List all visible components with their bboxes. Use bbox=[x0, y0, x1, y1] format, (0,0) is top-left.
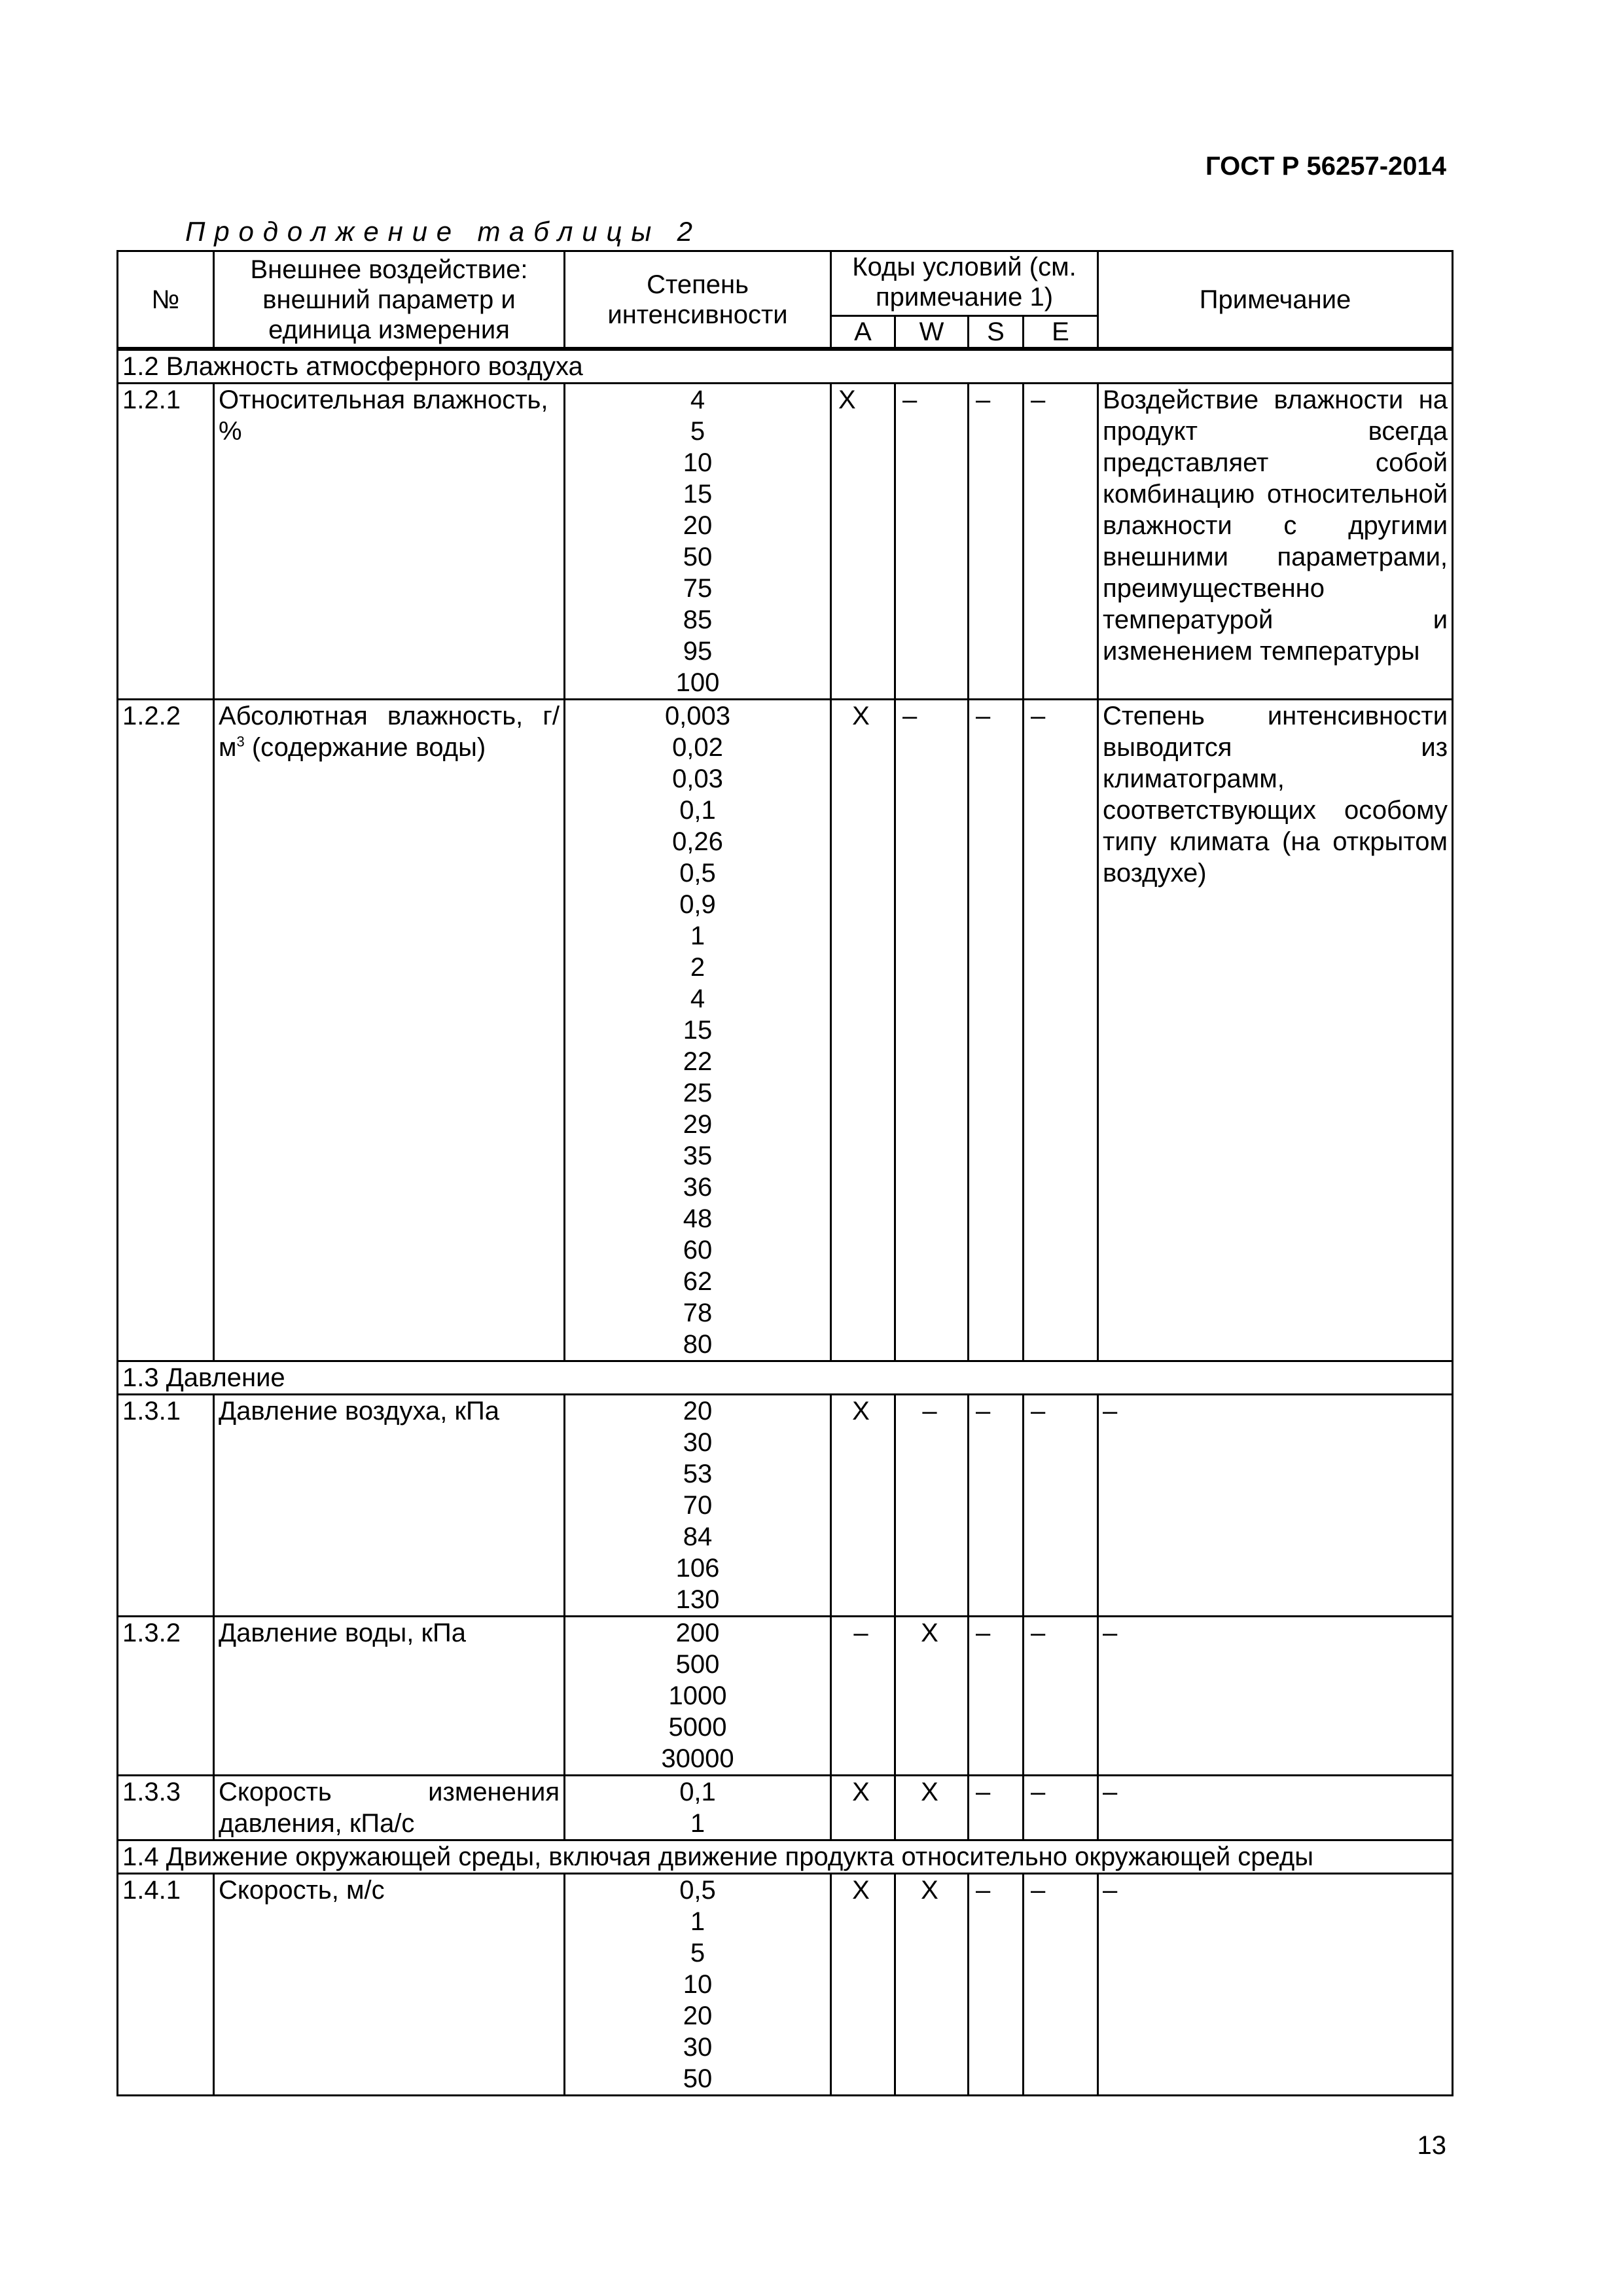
degree-value: 20 bbox=[683, 1397, 713, 1426]
degree-value: 0,003 bbox=[664, 702, 731, 730]
header-codes: Коды условий (см. примечание 1) bbox=[831, 251, 1098, 316]
row-parameter: Скорость, м/с bbox=[214, 1874, 565, 2096]
code-a-mark: X bbox=[831, 1395, 895, 1617]
table-row bbox=[118, 700, 1453, 1361]
row-number: 1.3.1 bbox=[118, 1395, 214, 1617]
degree-value: 0,1 bbox=[679, 1778, 716, 1806]
code-s-mark: – bbox=[969, 1617, 1024, 1776]
code-s-mark: – bbox=[969, 384, 1024, 700]
row-note: – bbox=[1098, 1395, 1453, 1617]
climate-conditions-table bbox=[116, 250, 1454, 2096]
row-parameter: Скорость изменения давления, кПа/с bbox=[214, 1776, 565, 1840]
parameter-tail: (содержание воды) bbox=[244, 733, 486, 762]
degree-value: 70 bbox=[683, 1491, 713, 1520]
degree-value: 2 bbox=[690, 953, 705, 982]
degree-value: 10 bbox=[683, 448, 713, 477]
code-w-mark: – bbox=[895, 700, 969, 1361]
degree-value: 10 bbox=[683, 1970, 713, 1999]
document-code: ГОСТ Р 56257-2014 bbox=[1205, 152, 1446, 181]
degree-value: 50 bbox=[683, 543, 713, 571]
degree-value: 0,03 bbox=[672, 764, 723, 793]
table-row bbox=[118, 1395, 1453, 1617]
header-factor: Внешнее воздействие: внешний параметр и единица измерения bbox=[214, 251, 565, 350]
section-title: 1.2 Влажность атмосферного воздуха bbox=[118, 349, 1453, 384]
degree-value: 5000 bbox=[668, 1713, 727, 1742]
code-s-mark: – bbox=[969, 1395, 1024, 1617]
row-degrees bbox=[565, 700, 831, 1361]
code-e-mark: – bbox=[1024, 1874, 1098, 2096]
page-number: 13 bbox=[1417, 2131, 1446, 2160]
row-parameter: Относительная влажность, % bbox=[214, 384, 565, 700]
degree-value: 106 bbox=[675, 1554, 720, 1583]
degree-value: 500 bbox=[675, 1650, 720, 1679]
code-e-mark: – bbox=[1024, 700, 1098, 1361]
degree-value: 75 bbox=[683, 574, 713, 603]
degree-value: 0,5 bbox=[679, 859, 716, 888]
row-number: 1.4.1 bbox=[118, 1874, 214, 2096]
table-row bbox=[118, 1776, 1453, 1840]
section-row bbox=[118, 349, 1453, 384]
degree-value: 20 bbox=[683, 2001, 713, 2030]
code-a-mark: X bbox=[831, 700, 895, 1361]
code-e-mark: – bbox=[1024, 1776, 1098, 1840]
degree-value: 5 bbox=[690, 417, 705, 446]
row-degrees bbox=[565, 384, 831, 700]
degree-value: 53 bbox=[683, 1460, 713, 1488]
table-caption: Продолжение таблицы 2 bbox=[185, 216, 702, 247]
degree-value: 1 bbox=[690, 1809, 705, 1838]
code-w-mark: X bbox=[895, 1776, 969, 1840]
row-note: Воздействие влажности на продукт всегда представляет собой комбинацию относительной влажности с другими внешними параметрами, преимущественно температурой и изменением температуры bbox=[1098, 384, 1453, 700]
degree-value: 30 bbox=[683, 1428, 713, 1457]
degree-value: 20 bbox=[683, 511, 713, 540]
parameter-superscript: 3 bbox=[236, 733, 245, 750]
row-number: 1.2.2 bbox=[118, 700, 214, 1361]
degree-value: 95 bbox=[683, 637, 713, 666]
table-row bbox=[118, 384, 1453, 700]
degree-value: 15 bbox=[683, 1016, 713, 1045]
header-code-e: E bbox=[1024, 316, 1098, 350]
degree-value: 30000 bbox=[661, 1744, 734, 1773]
degree-value: 36 bbox=[683, 1173, 713, 1202]
degree-value: 80 bbox=[683, 1330, 713, 1359]
row-parameter: Давление воды, кПа bbox=[214, 1617, 565, 1776]
degree-value: 1 bbox=[690, 1907, 705, 1936]
row-parameter bbox=[214, 700, 565, 1361]
code-w-mark: X bbox=[895, 1617, 969, 1776]
row-note: Степень интенсивности выводится из климатограмм, соответствующих особому типу климата (на открытом воздухе) bbox=[1098, 700, 1453, 1361]
section-row bbox=[118, 1361, 1453, 1395]
code-e-mark: – bbox=[1024, 1617, 1098, 1776]
degree-value: 130 bbox=[675, 1585, 720, 1614]
degree-value: 0,1 bbox=[679, 796, 716, 825]
degree-value: 0,5 bbox=[679, 1876, 716, 1905]
table-row bbox=[118, 1874, 1453, 2096]
row-number: 1.3.3 bbox=[118, 1776, 214, 1840]
degree-value: 35 bbox=[683, 1141, 713, 1170]
degree-value: 0,9 bbox=[679, 890, 716, 919]
degree-value: 50 bbox=[683, 2064, 713, 2093]
degree-value: 200 bbox=[675, 1619, 720, 1647]
header-degree: Степень интенсивности bbox=[565, 251, 831, 350]
code-s-mark: – bbox=[969, 700, 1024, 1361]
degree-value: 4 bbox=[690, 984, 705, 1013]
header-number: № bbox=[118, 251, 214, 350]
row-note: – bbox=[1098, 1617, 1453, 1776]
code-s-mark: – bbox=[969, 1874, 1024, 2096]
section-title: 1.4 Движение окружающей среды, включая движение продукта относительно окружающей среды bbox=[118, 1840, 1453, 1874]
degree-value: 48 bbox=[683, 1204, 713, 1233]
section-title: 1.3 Давление bbox=[118, 1361, 1453, 1395]
row-note: – bbox=[1098, 1776, 1453, 1840]
row-parameter: Давление воздуха, кПа bbox=[214, 1395, 565, 1617]
code-w-mark: – bbox=[895, 1395, 969, 1617]
code-a-mark: X bbox=[831, 1776, 895, 1840]
degree-value: 85 bbox=[683, 605, 713, 634]
degree-value: 1 bbox=[690, 922, 705, 950]
degree-value: 78 bbox=[683, 1299, 713, 1327]
degree-value: 0,02 bbox=[672, 733, 723, 762]
row-degrees bbox=[565, 1874, 831, 2096]
degree-value: 4 bbox=[690, 386, 705, 414]
code-s-mark: – bbox=[969, 1776, 1024, 1840]
degree-value: 62 bbox=[683, 1267, 713, 1296]
degree-value: 0,26 bbox=[672, 827, 723, 856]
degree-value: 1000 bbox=[668, 1681, 727, 1710]
degree-value: 30 bbox=[683, 2033, 713, 2062]
row-number: 1.3.2 bbox=[118, 1617, 214, 1776]
header-code-s: S bbox=[969, 316, 1024, 350]
row-degrees bbox=[565, 1617, 831, 1776]
row-degrees bbox=[565, 1395, 831, 1617]
parameter-main: Абсолютная влажность, г/м bbox=[219, 702, 560, 762]
header-note: Примечание bbox=[1098, 251, 1453, 350]
degree-value: 5 bbox=[690, 1939, 705, 1967]
code-e-mark: – bbox=[1024, 384, 1098, 700]
header-code-w: W bbox=[895, 316, 969, 350]
degree-value: 84 bbox=[683, 1522, 713, 1551]
degree-value: 100 bbox=[675, 668, 720, 697]
code-e-mark: – bbox=[1024, 1395, 1098, 1617]
section-row bbox=[118, 1840, 1453, 1874]
row-note: – bbox=[1098, 1874, 1453, 2096]
degree-value: 25 bbox=[683, 1079, 713, 1107]
code-a-mark: X bbox=[831, 384, 895, 700]
row-degrees bbox=[565, 1776, 831, 1840]
degree-value: 60 bbox=[683, 1236, 713, 1265]
code-w-mark: X bbox=[895, 1874, 969, 2096]
header-code-a: A bbox=[831, 316, 895, 350]
code-a-mark: X bbox=[831, 1874, 895, 2096]
table-row bbox=[118, 1617, 1453, 1776]
climate-table-container bbox=[116, 250, 1452, 2096]
degree-value: 22 bbox=[683, 1047, 713, 1076]
degree-value: 29 bbox=[683, 1110, 713, 1139]
degree-value: 15 bbox=[683, 480, 713, 509]
code-w-mark: – bbox=[895, 384, 969, 700]
row-number: 1.2.1 bbox=[118, 384, 214, 700]
code-a-mark: – bbox=[831, 1617, 895, 1776]
